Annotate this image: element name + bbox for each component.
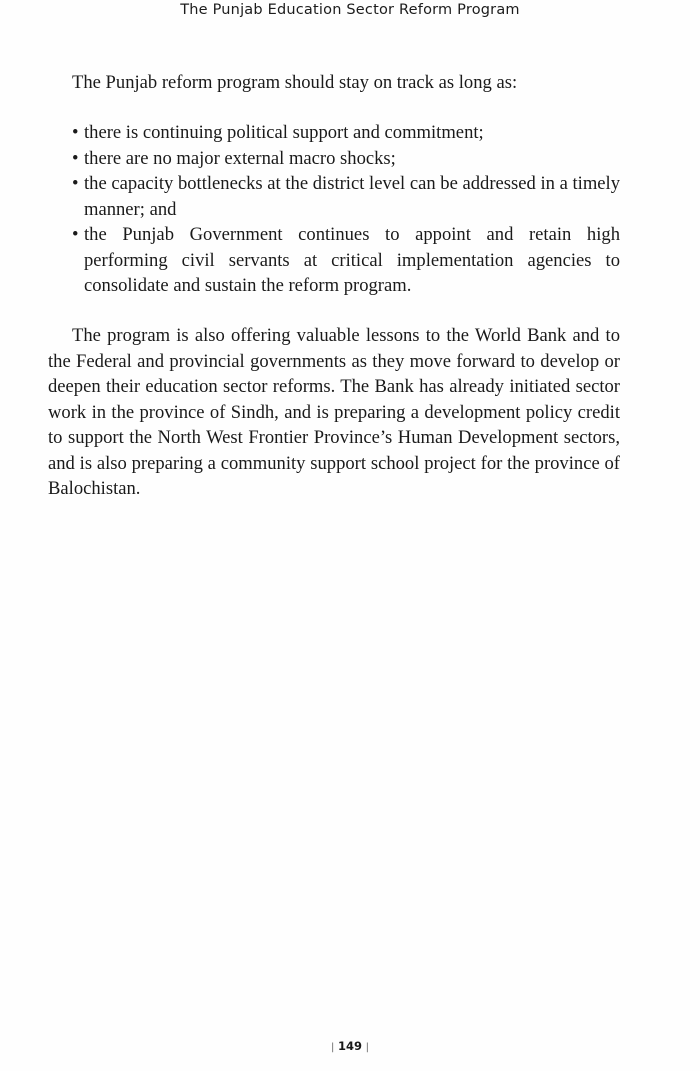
list-item: [72, 120, 620, 146]
list-item: [72, 146, 620, 172]
running-head: The Punjab Education Sector Reform Program: [180, 2, 520, 18]
list-item-text: the Punjab Government continues to appoint and retain high performing civil servants at critical implementation agencies to consolidate and sustain the reform program.: [84, 224, 620, 296]
page-number-footer: [0, 1039, 700, 1053]
lessons-paragraph: The program is also offering valuable lessons to the World Bank and to the Federal and provincial governments as they move forward to develop or deepen their education sector reforms. The Bank has already initiated sector work in the province of Sindh, and is preparing a development policy credit to support the North West Frontier Province’s Human Development sectors, and is also preparing a community support school project for the province of Balochistan.: [48, 325, 620, 499]
list-item-text: there is continuing political support and commitment;: [84, 122, 484, 143]
folio-divider: |: [330, 1042, 335, 1053]
conditions-list: [72, 120, 620, 299]
page-number: 149: [337, 1039, 362, 1053]
list-item: [72, 222, 620, 299]
list-item: [72, 171, 620, 222]
bullet-icon: •: [72, 147, 79, 169]
bullet-icon: •: [72, 122, 79, 143]
list-item-text: there are no major external macro shocks;: [84, 147, 396, 169]
list-item-text: the capacity bottlenecks at the district level can be addressed in a timely manner; and: [84, 173, 620, 220]
folio-divider: |: [365, 1042, 370, 1053]
bullet-icon: •: [72, 224, 79, 245]
bullet-icon: •: [72, 173, 79, 194]
intro-sentence: The Punjab reform program should stay on track as long as:: [72, 72, 518, 93]
